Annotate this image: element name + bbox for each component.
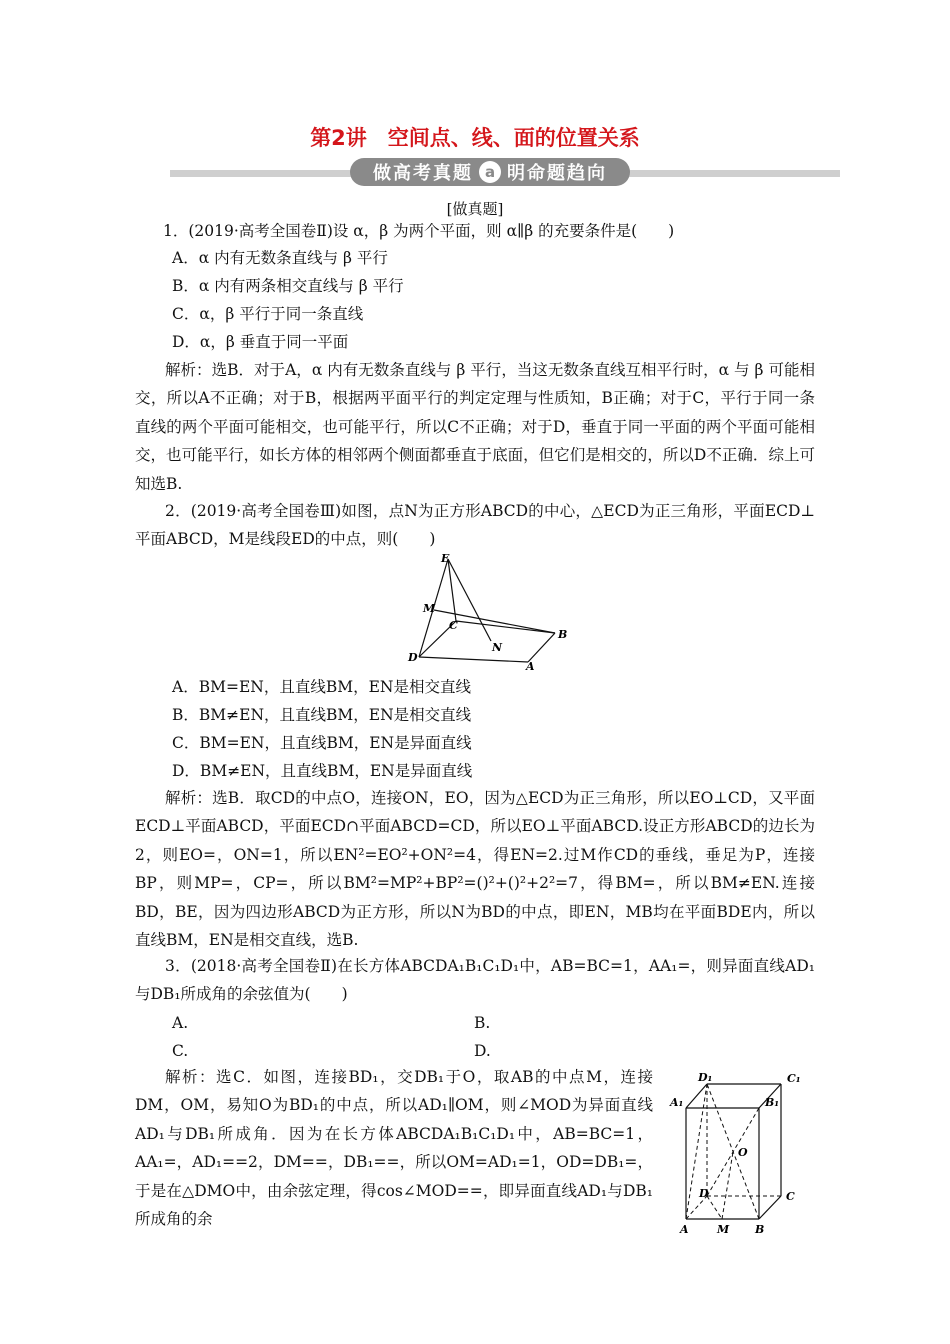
label-D: D bbox=[408, 651, 418, 664]
line-DB1 bbox=[707, 1108, 759, 1196]
q2-analysis: 解析：选B．取CD的中点O，连接ON，EO，因为△ECD为正三角形，所以EO⊥CD，又平面ECD⊥平面ABCD，平面ECD∩平面ABCD=CD，所以EO⊥平面ABCD.设正方形ABCD的边长为2，则EO=，ON=1，所以EN²=EO²+ON²=4，得EN=2.过M作CD的垂线，垂足为P，连接BP，则MP=，CP=，所以BM²=MP²+BP²=()²+()²+2²=7，得BM=，所以BM≠EN.连接BD，BE，因为四边形ABCD为正方形，所以N为BD的中点，即EN，MB均在平面BDE内，所以直线BM，EN是相交直线，选B. bbox=[135, 789, 815, 950]
label-B1: B₁ bbox=[765, 1096, 780, 1109]
label-E: E bbox=[441, 552, 450, 565]
q1-option-c: C．α，β 平行于同一条直线 bbox=[172, 305, 364, 323]
q1-option-d: D．α，β 垂直于同一平面 bbox=[172, 333, 349, 351]
q2-option-a: A．BM=EN，且直线BM，EN是相交直线 bbox=[172, 678, 471, 696]
label-M: M bbox=[717, 1223, 730, 1236]
edge-AD bbox=[419, 657, 528, 662]
edge-CB bbox=[456, 621, 555, 633]
q2-option-c: C．BM=EN，且直线BM，EN是异面直线 bbox=[172, 734, 472, 752]
label-N: N bbox=[492, 641, 503, 654]
label-A1: A₁ bbox=[670, 1096, 684, 1109]
label-D1: D₁ bbox=[698, 1071, 713, 1084]
q3-option-c: C. bbox=[172, 1042, 189, 1060]
label-C: C bbox=[449, 619, 458, 632]
edge-BA bbox=[528, 633, 555, 662]
q3-option-d: D. bbox=[474, 1042, 491, 1060]
q1-option-a: A．α 内有无数条直线与 β 平行 bbox=[172, 249, 388, 267]
q3-analysis: 解析：选C．如图，连接BD₁，交DB₁于O，取AB的中点M，连接DM，OM，易知O为BD₁的中点，所以AD₁∥OM，则∠MOD为异面直线AD₁与DB₁所成角．因为在长方体ABCDA₁B₁C₁D₁中，AB=BC=1，AA₁=，AD₁==2，DM==，DB₁==，所以OM=AD₁=1，OD=DB₁=，于是在△DMO中，由余弦定理，得cos∠MOD==，即异面直线AD₁与DB₁所成角的余 bbox=[135, 1068, 653, 1229]
q2-figure bbox=[405, 550, 585, 672]
banner-left-text: 做高考真题 bbox=[373, 163, 473, 184]
label-B: B bbox=[558, 628, 568, 641]
label-O: O bbox=[738, 1146, 748, 1159]
banner-right-text: 明命题趋向 bbox=[507, 163, 607, 184]
page-title: 第2讲 空间点、线、面的位置关系 bbox=[310, 126, 640, 150]
q1-analysis: 解析：选B．对于A，α 内有无数条直线与 β 平行，当这无数条直线互相平行时，α 与 β 可能相交，所以A不正确；对于B，根据两平面平行的判定定理与性质知，B正确；对于C，平行于同一条直线的两个平面可能相交，也可能平行，所以C不正确；对于D，垂直于同一平面的两个平面可能相交，也可能平行，如长方体的相邻两个侧面都垂直于底面，但它们是相交的，所以D不正确．综上可知选B. bbox=[135, 361, 815, 493]
section-label: [做真题] bbox=[446, 200, 504, 218]
line-MO bbox=[722, 1152, 733, 1219]
label-M: M bbox=[423, 602, 436, 615]
section-banner bbox=[350, 158, 630, 186]
line-DM bbox=[707, 1196, 722, 1219]
banner-mid-badge: a bbox=[479, 161, 501, 183]
label-A: A bbox=[680, 1223, 689, 1236]
q3-option-b: B. bbox=[474, 1014, 491, 1032]
q3-option-a: A. bbox=[172, 1014, 189, 1032]
q2-stem: 2．(2019·高考全国卷Ⅲ)如图，点N为正方形ABCD的中心，△ECD为正三角形，平面ECD⊥平面ABCD，M是线段ED的中点，则( ) bbox=[135, 502, 815, 549]
label-A: A bbox=[526, 660, 535, 672]
label-B: B bbox=[755, 1223, 765, 1236]
q1-stem: 1．(2019·高考全国卷Ⅱ)设 α，β 为两个平面，则 α∥β 的充要条件是( ) bbox=[163, 222, 675, 240]
q2-option-d: D．BM≠EN，且直线BM，EN是异面直线 bbox=[172, 762, 473, 780]
q2-option-b: B．BM≠EN，且直线BM，EN是相交直线 bbox=[172, 706, 472, 724]
edge-EC bbox=[448, 559, 456, 621]
edge-BC bbox=[759, 1196, 781, 1219]
label-D: D bbox=[699, 1187, 709, 1200]
q1-option-b: B．α 内有两条相交直线与 β 平行 bbox=[172, 277, 404, 295]
label-C: C bbox=[786, 1190, 795, 1203]
label-C1: C₁ bbox=[787, 1072, 801, 1085]
q3-stem: 3．(2018·高考全国卷Ⅱ)在长方体ABCDA₁B₁C₁D₁中，AB=BC=1，AA₁=，则异面直线AD₁与DB₁所成角的余弦值为( ) bbox=[135, 957, 815, 1004]
q3-cuboid-figure bbox=[664, 1070, 814, 1240]
